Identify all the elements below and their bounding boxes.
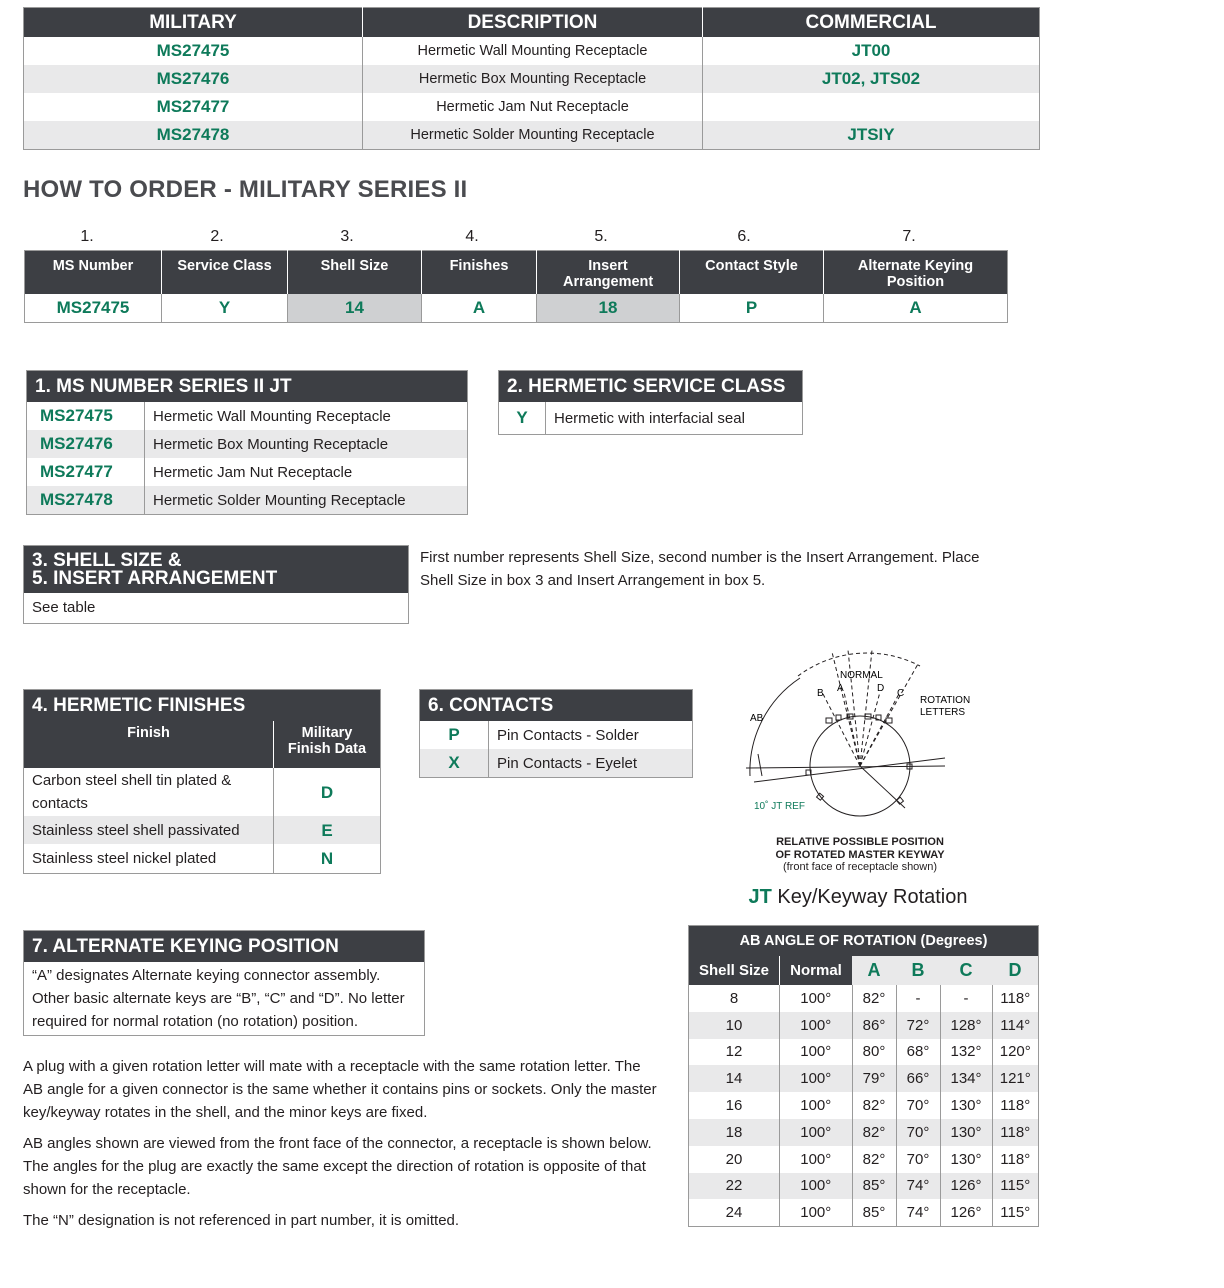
- list-item: [499, 402, 802, 434]
- step-number: 2.: [210, 228, 224, 245]
- commercial-cell: [703, 93, 1040, 121]
- step-number: 3.: [340, 228, 354, 245]
- ab-cell: 85°: [852, 1199, 896, 1226]
- ab-cell: 100°: [780, 1065, 853, 1092]
- service-code: Y: [499, 402, 546, 434]
- finish-code: N: [274, 844, 381, 873]
- finish-column-header: Finish: [24, 721, 274, 768]
- commercial-cell: JT02, JTS02: [703, 65, 1040, 93]
- order-header: MS Number: [52, 258, 134, 274]
- ab-cell: 79°: [852, 1065, 896, 1092]
- order-header: Contact Style: [680, 251, 824, 295]
- table-row: [24, 816, 380, 844]
- ab-cell: 82°: [852, 1092, 896, 1119]
- ab-cell: 80°: [852, 1039, 896, 1066]
- ab-cell: 82°: [852, 1119, 896, 1146]
- commercial-cell: JT00: [703, 37, 1040, 65]
- commercial-cell: JTSIY: [703, 121, 1040, 150]
- ab-cell: 82°: [852, 985, 896, 1012]
- table-row: [24, 37, 1040, 65]
- order-header: Shell Size: [288, 251, 422, 295]
- table-row: [689, 1012, 1039, 1039]
- service-class-title: 2. HERMETIC SERVICE CLASS: [499, 371, 802, 402]
- contacts-panel: [419, 689, 693, 778]
- shell-size-description: First number represents Shell Size, second number is the Insert Arrangement. Place Shell Size in box 3 and Insert Arrangement in box 5.: [420, 549, 980, 589]
- step-number: 1.: [80, 228, 94, 245]
- ab-cell: 16: [725, 1097, 743, 1115]
- ab-cell: 100°: [780, 1119, 853, 1146]
- ab-cell: 68°: [896, 1039, 940, 1066]
- paragraph: AB angles shown are viewed from the front face of the connector, a receptacle is shown below. The angles for the plug are exactly the same except the direction of rotation is opposite of that shown for the receptacle.: [23, 1135, 652, 1198]
- shell-size-panel: [23, 545, 409, 624]
- rotation-letters-label: ROTATION: [920, 695, 971, 706]
- ab-cell: 118°: [992, 1092, 1039, 1119]
- military-cell: MS27477: [156, 97, 230, 116]
- order-code-table: [24, 250, 1008, 323]
- header-c: C: [940, 956, 992, 985]
- list-item: [420, 721, 692, 749]
- military-commercial-table: [23, 7, 1040, 150]
- ab-cell: 12: [725, 1043, 743, 1061]
- contact-code: P: [420, 721, 489, 749]
- step-number: 5.: [594, 228, 608, 245]
- contact-description: Pin Contacts - Eyelet: [497, 754, 638, 772]
- ab-cell: 14: [725, 1070, 743, 1088]
- ab-cell: 115°: [992, 1173, 1039, 1200]
- military-cell: MS27476: [156, 69, 230, 88]
- list-item: [420, 749, 692, 777]
- finish-description: Stainless steel nickel plated: [32, 850, 217, 867]
- table-row: [24, 768, 380, 816]
- jt-ref-label: 10˚ JT REF: [754, 801, 805, 812]
- contact-description: Pin Contacts - Solder: [497, 726, 639, 744]
- ab-cell: 100°: [780, 985, 853, 1012]
- ab-angle-table: [688, 925, 1039, 1227]
- ab-cell: 130°: [940, 1146, 992, 1173]
- ms-number-panel: [26, 370, 468, 515]
- contact-code: X: [420, 749, 489, 777]
- ab-cell: 74°: [896, 1199, 940, 1226]
- finish-code: E: [274, 816, 381, 844]
- ab-cell: 100°: [780, 1039, 853, 1066]
- contacts-title: 6. CONTACTS: [420, 690, 692, 721]
- list-item: [27, 486, 467, 514]
- ab-cell: 8: [729, 989, 739, 1007]
- description-cell: Hermetic Solder Mounting Receptacle: [363, 121, 703, 150]
- military-cell: MS27478: [156, 125, 230, 144]
- ab-cell: 24: [725, 1204, 743, 1222]
- ms-code: MS27477: [27, 458, 145, 486]
- ab-cell: 100°: [780, 1199, 853, 1226]
- table-row: [689, 1146, 1039, 1173]
- ab-cell: 126°: [940, 1199, 992, 1226]
- alternate-keying-title: 7. ALTERNATE KEYING POSITION: [24, 931, 424, 962]
- order-value: P: [680, 294, 824, 323]
- order-value: A: [824, 294, 1008, 323]
- header-military: MILITARY: [149, 11, 237, 33]
- list-item: [27, 430, 467, 458]
- header-description: DESCRIPTION: [363, 8, 703, 38]
- ab-cell: 114°: [992, 1012, 1039, 1039]
- rotation-letter-b: B: [817, 688, 824, 699]
- ms-code: MS27476: [27, 430, 145, 458]
- military-finish-column-header: Military Finish Data: [287, 725, 367, 757]
- shell-size-title: 3. SHELL SIZE & 5. INSERT ARRANGEMENT: [24, 546, 408, 593]
- header-d: D: [992, 956, 1039, 985]
- ab-cell: 66°: [896, 1065, 940, 1092]
- header-b: B: [896, 956, 940, 985]
- order-header: Alternate Keying Position: [824, 251, 1008, 295]
- table-row: [689, 1065, 1039, 1092]
- ab-cell: 18: [725, 1123, 743, 1141]
- table-row: [689, 1173, 1039, 1200]
- ab-cell: 126°: [940, 1173, 992, 1200]
- ab-cell: 134°: [940, 1065, 992, 1092]
- ab-cell: 100°: [780, 1092, 853, 1119]
- ab-cell: 100°: [780, 1146, 853, 1173]
- ab-cell: 100°: [780, 1173, 853, 1200]
- ab-cell: 10: [725, 1016, 743, 1034]
- ab-cell: 70°: [896, 1119, 940, 1146]
- list-item: [27, 458, 467, 486]
- ms-number-title: 1. MS NUMBER SERIES II JT: [27, 371, 467, 402]
- header-normal: Normal: [780, 956, 853, 985]
- order-value: 18: [537, 294, 680, 323]
- table-row: [24, 65, 1040, 93]
- ab-cell: 128°: [940, 1012, 992, 1039]
- header-a: A: [852, 956, 896, 985]
- finish-code: D: [274, 768, 381, 816]
- rotation-letter-c: C: [897, 688, 905, 699]
- ab-cell: 130°: [940, 1119, 992, 1146]
- description-cell: Hermetic Wall Mounting Receptacle: [363, 37, 703, 65]
- how-to-order-title: HOW TO ORDER - MILITARY SERIES II: [23, 176, 468, 203]
- ab-label: AB: [750, 713, 764, 724]
- military-cell: MS27475: [156, 41, 230, 60]
- paragraph: A plug with a given rotation letter will mate with a receptacle with the same rotation letter. The AB angle for a given connector is the same whether it contains pins or sockets. Only the master key/keyway rotates in the shell, and the minor keys are fixed.: [23, 1058, 657, 1121]
- rotation-title: JT Key/Keyway Rotation: [748, 886, 968, 908]
- finishes-title: 4. HERMETIC FINISHES: [24, 690, 380, 721]
- ab-cell: 132°: [940, 1039, 992, 1066]
- header-shell-size: Shell Size: [689, 956, 780, 985]
- table-row: [24, 844, 380, 873]
- ab-cell: 22: [725, 1177, 743, 1195]
- table-row: [689, 1119, 1039, 1146]
- finish-description: Carbon steel shell tin plated & contacts: [32, 772, 232, 812]
- ab-cell: 70°: [896, 1092, 940, 1119]
- paragraph: The “N” designation is not referenced in part number, it is omitted.: [23, 1212, 460, 1229]
- ab-cell: -: [896, 985, 940, 1012]
- ab-cell: 20: [725, 1150, 743, 1168]
- ab-cell: 118°: [992, 1119, 1039, 1146]
- ms-code: MS27475: [27, 402, 145, 430]
- order-header: Finishes: [422, 251, 537, 295]
- finishes-panel: [23, 689, 381, 874]
- finish-description: Stainless steel shell passivated: [32, 821, 240, 839]
- ab-cell: 118°: [992, 985, 1039, 1012]
- ab-cell: -: [940, 985, 992, 1012]
- order-value: Y: [162, 294, 288, 323]
- ab-cell: 70°: [896, 1146, 940, 1173]
- ms-description: Hermetic Jam Nut Receptacle: [153, 463, 353, 481]
- rotation-letter-a: A: [837, 683, 844, 694]
- service-description: Hermetic with interfacial seal: [554, 409, 745, 427]
- rotation-letter-d: D: [877, 683, 885, 694]
- order-header: Insert Arrangement: [537, 251, 680, 295]
- table-row: [24, 121, 1040, 150]
- table-row: [689, 1199, 1039, 1226]
- table-row: [689, 1039, 1039, 1066]
- description-cell: Hermetic Box Mounting Receptacle: [363, 65, 703, 93]
- ms-description: Hermetic Box Mounting Receptacle: [153, 435, 389, 453]
- order-header: Service Class: [162, 251, 288, 295]
- ab-cell: 121°: [992, 1065, 1039, 1092]
- ab-cell: 120°: [992, 1039, 1039, 1066]
- ab-cell: 115°: [992, 1199, 1039, 1226]
- ab-cell: 130°: [940, 1092, 992, 1119]
- service-class-panel: [498, 370, 803, 435]
- ab-cell: 82°: [852, 1146, 896, 1173]
- shell-size-note: See table: [32, 599, 96, 616]
- table-row: [24, 93, 1040, 121]
- order-value: MS27475: [56, 298, 130, 317]
- ab-cell: 74°: [896, 1173, 940, 1200]
- step-number: 6.: [737, 228, 751, 245]
- ms-description: Hermetic Solder Mounting Receptacle: [153, 491, 406, 509]
- table-row: [689, 985, 1039, 1012]
- table-row: [689, 1092, 1039, 1119]
- normal-label: NORMAL: [840, 670, 883, 681]
- ab-cell: 86°: [852, 1012, 896, 1039]
- list-item: [27, 402, 467, 430]
- ab-cell: 100°: [780, 1012, 853, 1039]
- diagram-caption: RELATIVE POSSIBLE POSITION OF ROTATED MASTER KEYWAY (front face of receptacle shown): [775, 836, 945, 873]
- order-value: 14: [288, 294, 422, 323]
- rotation-letters-label: LETTERS: [920, 707, 966, 718]
- order-value: A: [422, 294, 537, 323]
- ab-cell: 85°: [852, 1173, 896, 1200]
- ab-cell: 72°: [896, 1012, 940, 1039]
- ms-description: Hermetic Wall Mounting Receptacle: [153, 407, 391, 425]
- alternate-keying-panel: [23, 930, 425, 1036]
- header-commercial: COMMERCIAL: [703, 8, 1040, 38]
- alternate-keying-body: “A” designates Alternate keying connector assembly. Other basic alternate keys are “B”, “C” and “D”. No letter required for normal rotation (no rotation) position.: [32, 967, 405, 1030]
- ab-arc: [750, 678, 800, 776]
- ab-cell: 118°: [992, 1146, 1039, 1173]
- step-number: 7.: [902, 228, 916, 245]
- step-number: 4.: [465, 228, 479, 245]
- ms-code: MS27478: [27, 486, 145, 514]
- description-cell: Hermetic Jam Nut Receptacle: [363, 93, 703, 121]
- ab-table-caption: AB ANGLE OF ROTATION (Degrees): [739, 933, 988, 949]
